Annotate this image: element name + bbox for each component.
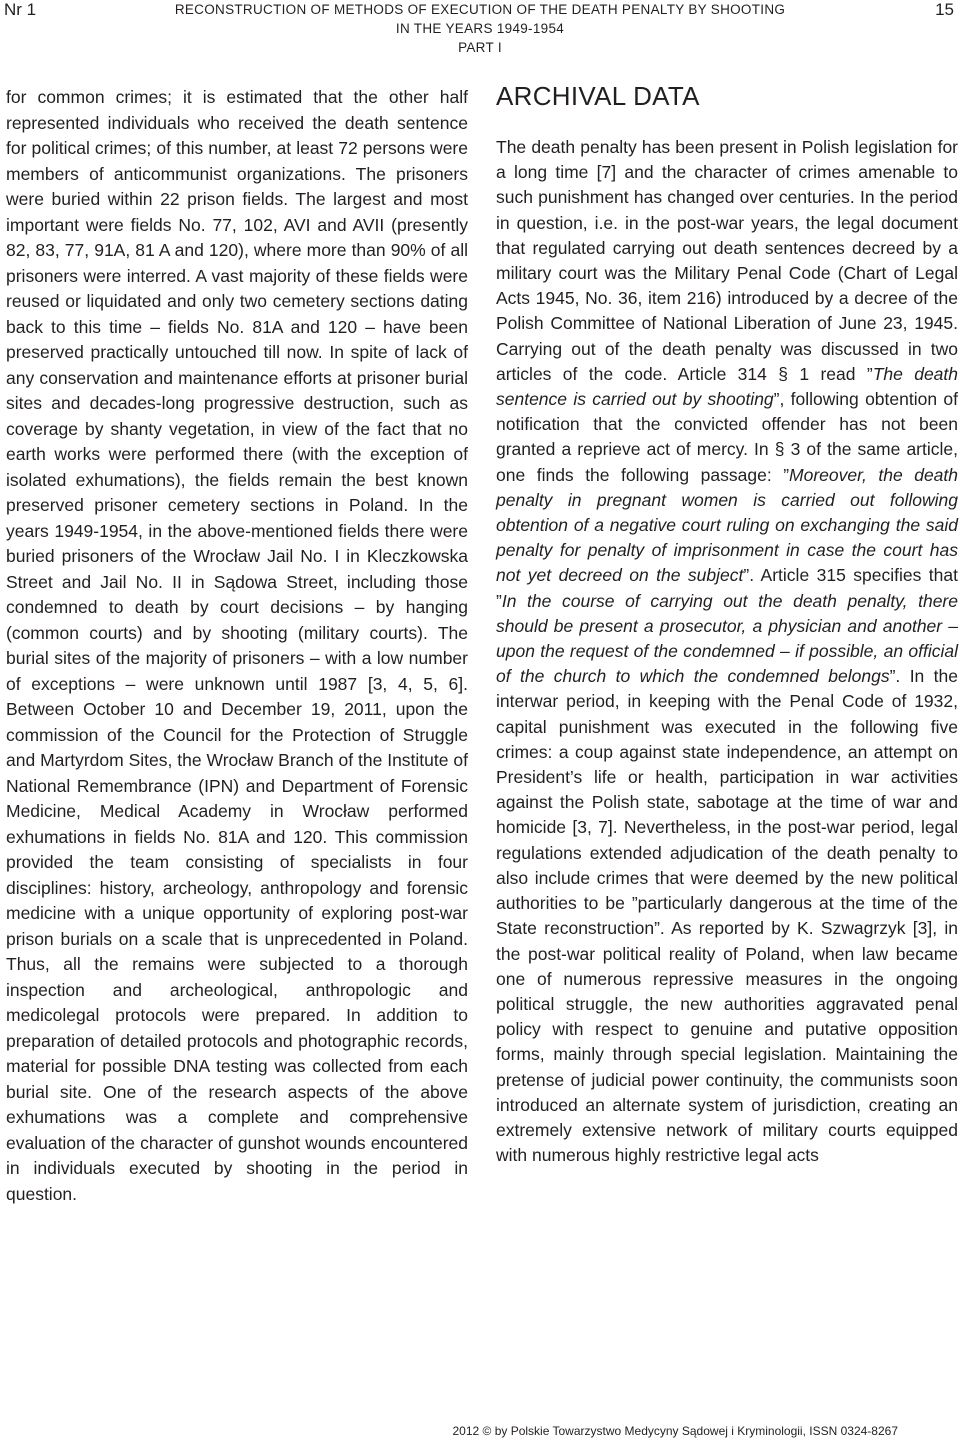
issue-number: Nr 1 <box>4 0 37 19</box>
quote-article-314-3: Moreover, the death penalty in pregnant women is carried out following obtention of a negative court ruling on exchanging the said penalty for penalty of imprisonment in case the court has not yet decreed on the subject <box>496 464 958 586</box>
running-header-line1: RECONSTRUCTION OF METHODS OF EXECUTION OF THE DEATH PENALTY BY SHOOTING <box>174 2 786 17</box>
footer-text: by Polskie Towarzystwo Medycyny Sądowej i Kryminologii, ISSN 0324-8267 <box>494 1424 898 1438</box>
left-column <box>6 85 468 1207</box>
running-header-line3: PART I <box>458 40 502 55</box>
text-part-4: ”. In the interwar period, in keeping with the Penal Code of 1932, capital punishment was executed in the following five crimes: a coup against state independence, an attempt on President’s life or health, participation in war activities against the Polish state, sabotage at the time of war and homicide [3, 7]. Nevertheless, in the post-war period, legal regulations extended adjudication of the death penalty to also include crimes that were deemed by the new political authorities to be ”particularly dangerous at the time of the State reconstruction”. As reported by K. Szwagrzyk [3], in the post-war political reality of Poland, when law became one of numerous repressive measures in the ongoing political struggle, the new authorities aggravated penal policy with respect to genuine and putative opposition forms, mainly through special legislation. Maintaining the pretense of judicial power continuity, the communists soon introduced an alternate system of jurisdiction, creating an extremely extensive network of military courts equipped with numerous highly restrictive legal acts <box>496 666 959 1166</box>
footer-copyright <box>452 1424 898 1438</box>
text-part-1: The death penalty has been present in Polish legislation for a long time [7] and the character of crimes amenable to such punishment has changed over centuries. In the period in question, i.e. in the post-war years, the legal document that regulated carrying out death sentences decreed by a military court was the Military Penal Code (Chart of Legal Acts 1945, No. 36, item 216) introduced by a decree of the Polish Committee of National Liberation of June 23, 1945. Carrying out of the death penalty was discussed in two articles of the code. Article 314 § 1 read ” <box>496 137 958 384</box>
archival-data-paragraph <box>496 135 958 1168</box>
right-column <box>496 80 958 1168</box>
page-number: 15 <box>935 0 954 19</box>
section-title: ARCHIVAL DATA <box>496 81 700 111</box>
text-part-3: ”. Article 315 specifies that ” <box>496 565 958 611</box>
running-header-line2: IN THE YEARS 1949-1954 <box>395 21 565 36</box>
left-column-paragraph: for common crimes; it is estimated that the other half represented individuals who received the death sentence for political crimes; of this number, at least 72 persons were members of anticommunist organizations. The prisoners were buried within 22 prison fields. The largest and most important were fields No. 77, 102, AVI and AVII (presently 82, 83, 77, 91A, 81 A and 120), where more than 90% of all prisoners were interred. A vast majority of these fields were reused or liquidated and only two cemetery sections dating back to this time – fields No. 81A and 120 – have been preserved practically untouched till now. In spite of lack of any conservation and maintenance efforts at prisoner burial sites and decades-long progressive destruction, such as coverage by shanty vegetation, in view of the fact that no earth works were performed there (with the exception of isolated exhumations), the fields remain the best known preserved prisoner cemetery sections in Poland. In the years 1949-1954, in the above-mentioned fields there were buried prisoners of the Wrocław Jail No. I in Kleczkowska Street and Jail No. II in Sądowa Street, including those condemned to death by court decisions – by hanging (common courts) and by shooting (military courts). The burial sites of the majority of prisoners – with a low number of exceptions – were unknown until 1987 [3, 4, 5, 6]. Between October 10 and December 19, 2011, upon the commission of the Council for the Protection of Struggle and Martyrdom Sites, the Wrocław Branch of the Institute of National Remembrance (IPN) and Department of Forensic Medicine, Medical Academy in Wrocław performed exhumations in fields No. 81A and 120. This commission provided the team consisting of specialists in four disciplines: history, archeology, anthropology and forensic medicine with a unique opportunity of exploring post-war prison burials on a scale that is unprecedented in Poland. Thus, all the remains were subjected to a thorough inspection and archeological, anthropologic and medicolegal protocols were prepared. In addition to preparation of detailed protocols and photographic records, material for possible DNA testing was collected from each burial site. One of the research aspects of the above exhumations was a complete and comprehensive evaluation of the character of gunshot wounds encountered in individuals executed by shooting in the period in question. <box>6 87 468 1204</box>
text-part-2: ”, following obtention of notification that the convicted offender has not been granted a reprieve act of mercy. In § 3 of the same article, one finds the following passage: ” <box>496 389 958 485</box>
copyright-icon: © <box>482 1424 492 1438</box>
quote-article-315: In the course of carrying out the death penalty, there should be present a prosecutor, a physician and another – upon the request of the condemned – if possible, an official of the church to which the condemned belongs <box>496 590 958 687</box>
running-header <box>140 0 820 57</box>
quote-article-314-1: The death sentence is carried out by shooting <box>496 363 959 410</box>
footer-year: 2012 <box>452 1424 480 1438</box>
